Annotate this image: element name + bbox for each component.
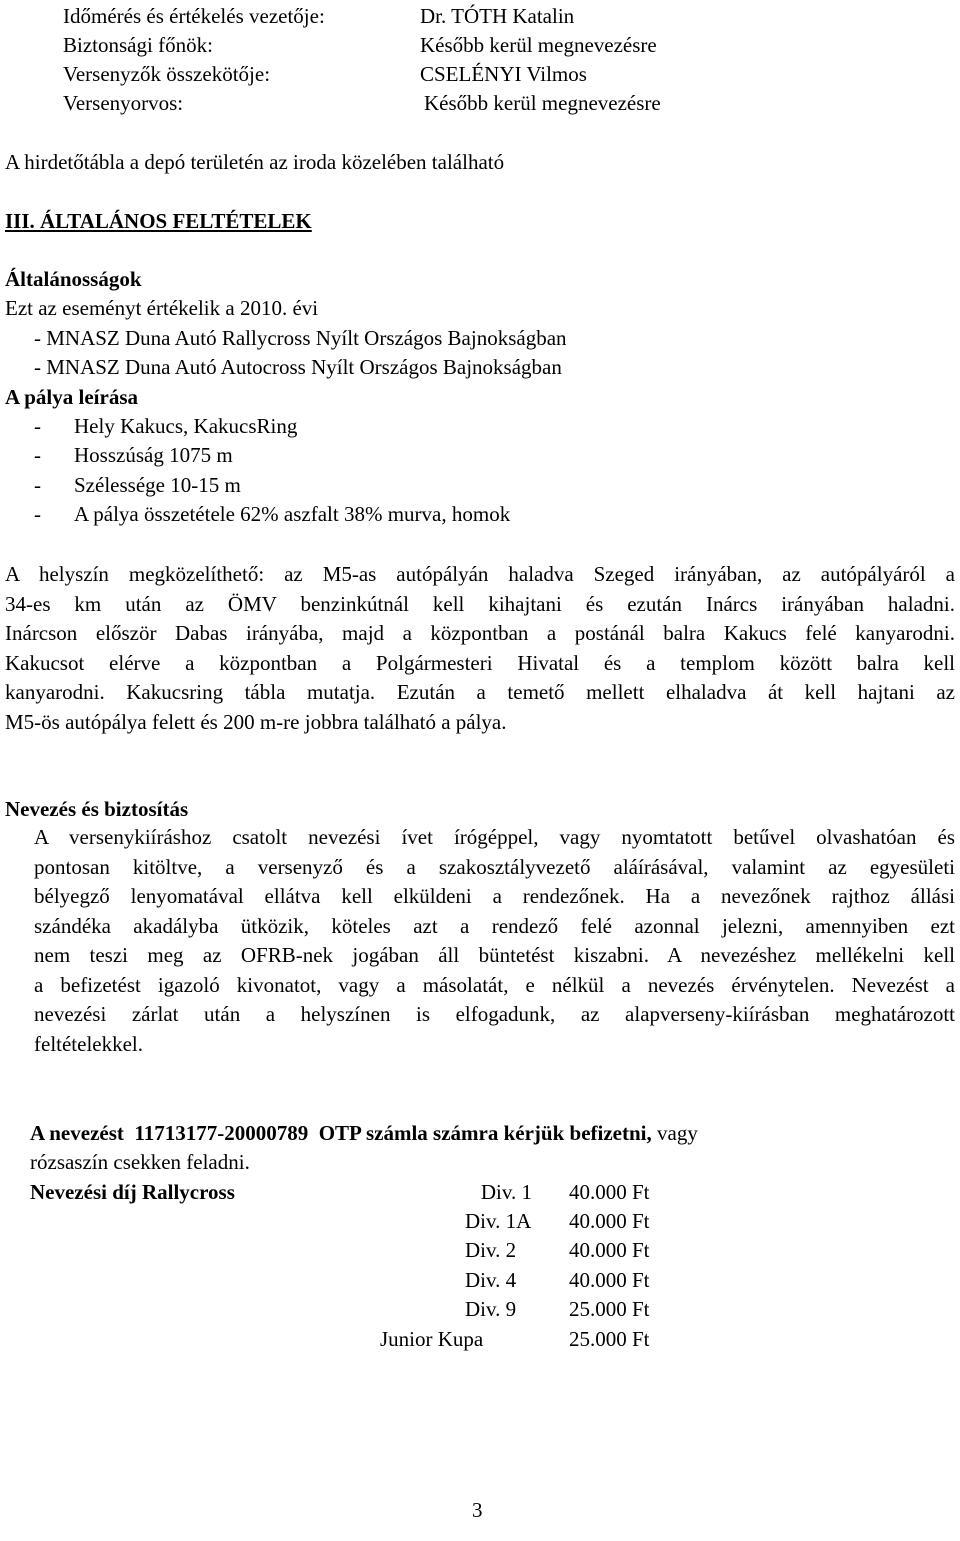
- fee-amount: 40.000 Ft: [569, 1180, 650, 1204]
- championship-item: - MNASZ Duna Autó Autocross Nyílt Országos Bajnokságban: [34, 355, 562, 379]
- track-item: Hely Kakucs, KakucsRing: [74, 414, 298, 438]
- paragraph-line: Kakucsot elérve a központban a Polgármesteri Hivatal és a templom között balra kell: [5, 650, 955, 675]
- list-bullet: -: [34, 502, 41, 526]
- fee-label: Junior Kupa: [380, 1327, 484, 1351]
- official-name: Később kerül megnevezésre: [420, 33, 657, 57]
- official-name: Később kerül megnevezésre: [424, 91, 661, 115]
- official-role: Versenyorvos:: [63, 91, 184, 115]
- fee-label: Div. 1A: [465, 1209, 532, 1233]
- entry-heading: Nevezés és biztosítás: [5, 797, 189, 821]
- paragraph-line: nem teszi meg az OFRB-nek jogában áll büntetést kiszabni. A nevezéshez mellékelni kell: [34, 943, 955, 967]
- paragraph-line: feltételekkel.: [34, 1031, 144, 1056]
- paragraph-line: Inárcson először Dabas irányába, majd a központban a postánál balra Kakucs felé kanyarodni.: [5, 621, 955, 645]
- entry-paragraph: [34, 823, 955, 1059]
- track-item: Szélessége 10-15 m: [74, 473, 241, 497]
- list-bullet: -: [34, 414, 41, 438]
- list-bullet: -: [34, 443, 41, 467]
- list-bullet: -: [34, 473, 41, 497]
- fee-label: Div. 9: [465, 1297, 517, 1321]
- payment-tail: vagy: [651, 1121, 698, 1145]
- fees-heading: Nevezési díj Rallycross: [30, 1180, 235, 1204]
- official-role: Versenyzők összekötője:: [63, 62, 271, 86]
- track-heading: A pálya leírása: [5, 385, 139, 409]
- fee-amount: 40.000 Ft: [569, 1238, 650, 1262]
- track-item: A pálya összetétele 62% aszfalt 38% murva, homok: [74, 502, 511, 526]
- track-item: Hosszúság 1075 m: [74, 443, 233, 467]
- section-title: III. ÁLTALÁNOS FELTÉTELEK: [5, 209, 312, 233]
- payment-line: [30, 1120, 698, 1146]
- fee-amount: 40.000 Ft: [569, 1268, 650, 1292]
- notice-board-text: A hirdetőtábla a depó területén az iroda közelében található: [5, 150, 505, 174]
- paragraph-line: M5-ös autópálya felett és 200 m-re jobbra található a pálya.: [5, 709, 507, 734]
- official-role: Időmérés és értékelés vezetője:: [63, 4, 325, 28]
- paragraph-line: A versenykiíráshoz csatolt nevezési ívet írógéppel, vagy nyomtatott betűvel olvashatóan és: [34, 825, 955, 849]
- general-heading: Általánosságok: [5, 267, 142, 291]
- fee-amount: 25.000 Ft: [569, 1327, 650, 1351]
- paragraph-line: bélyegző lenyomatával ellátva kell elküldeni a rendezőnek. Ha a nevezőnek rajthoz állási: [34, 884, 955, 908]
- fee-amount: 25.000 Ft: [569, 1297, 650, 1321]
- championship-item: - MNASZ Duna Autó Rallycross Nyílt Országos Bajnokságban: [34, 326, 567, 350]
- official-role: Biztonsági főnök:: [63, 33, 213, 57]
- paragraph-line: pontosan kitöltve, a versenyző és a szakosztályvezető aláírásával, valamint az egyesületi: [34, 854, 955, 879]
- fee-label: Div. 1: [480, 1180, 532, 1204]
- paragraph-line: A helyszín megközelíthető: az M5-as autópályán haladva Szeged irányában, az autópályáról a: [5, 562, 955, 586]
- paragraph-line: nevezési zárlat után a helyszínen is elfogadunk, az alapverseny-kiírásban meghatározott: [34, 1002, 955, 1026]
- payment-account-text: A nevezést 11713177-20000789 OTP számla számra kérjük befizetni,: [30, 1121, 652, 1145]
- official-name: CSELÉNYI Vilmos: [420, 62, 587, 86]
- paragraph-line: szándéka akadályba ütközik, köteles azt a rendező felé azonnal jelezni, amennyiben ezt: [34, 913, 955, 938]
- directions-paragraph: [5, 560, 955, 737]
- paragraph-line: a befizetést igazoló kivonatot, vagy a másolatát, e nélkül a nevezés érvénytelen. Nevezést a: [34, 972, 955, 997]
- page-number: 3: [472, 1498, 483, 1522]
- payment-second-line: rózsaszín csekken feladni.: [30, 1150, 250, 1174]
- fee-label: Div. 2: [465, 1238, 517, 1262]
- paragraph-line: 34-es km után az ÖMV benzinkútnál kell kihajtani és ezután Inárcs irányában haladni.: [5, 591, 955, 616]
- paragraph-line: kanyarodni. Kakucsring tábla mutatja. Ezután a temető mellett elhaladva át kell hajtani az: [5, 680, 955, 704]
- fee-amount: 40.000 Ft: [569, 1209, 650, 1233]
- general-intro: Ezt az eseményt értékelik a 2010. évi: [5, 296, 319, 320]
- fee-label: Div. 4: [465, 1268, 517, 1292]
- official-name: Dr. TÓTH Katalin: [420, 4, 575, 28]
